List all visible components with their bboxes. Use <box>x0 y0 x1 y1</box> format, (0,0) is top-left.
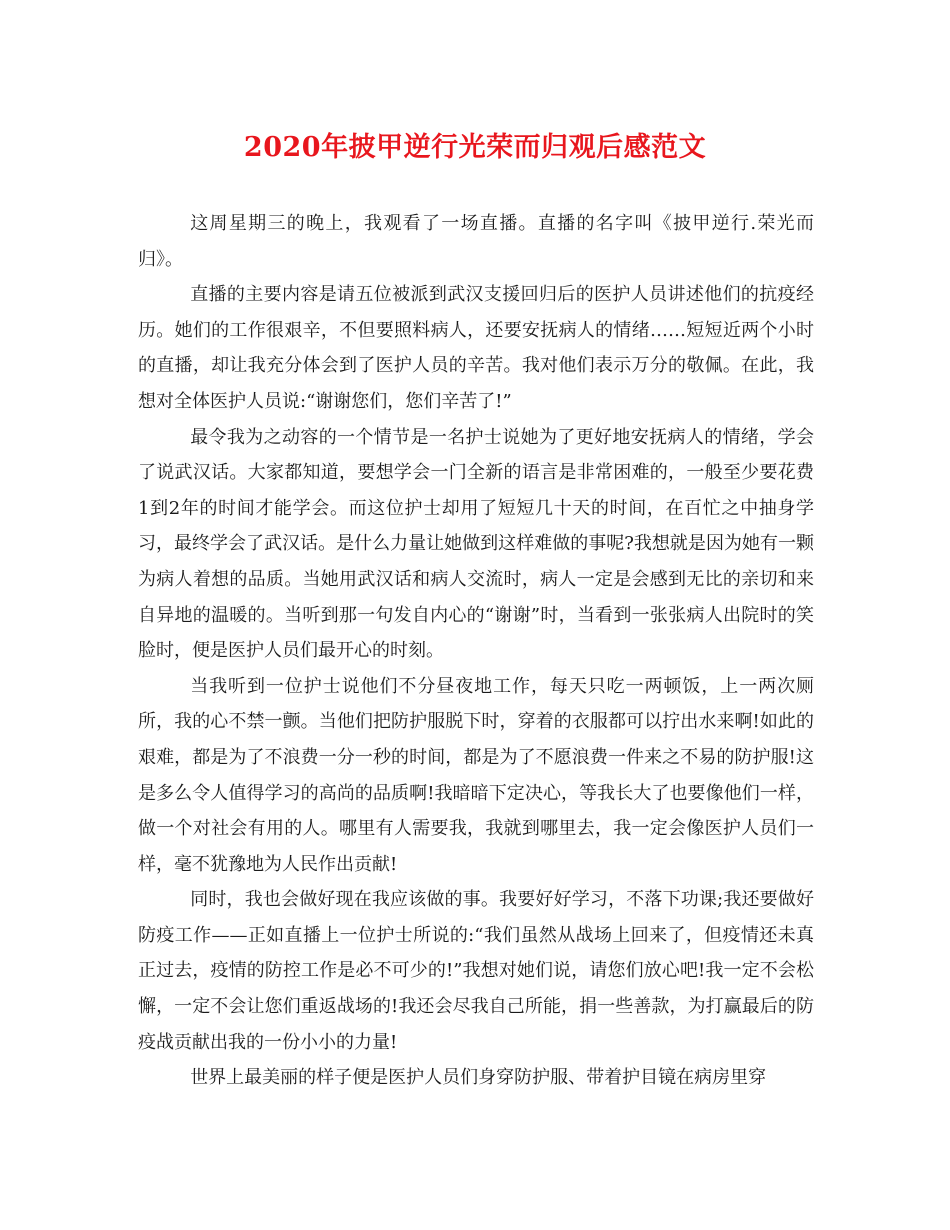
paragraph-1: 这周星期三的晚上，我观看了一场直播。直播的名字叫《披甲逆行.荣光而归》。 <box>138 213 814 270</box>
paragraph-3: 最令我为之动容的一个情节是一名护士说她为了更好地安抚病人的情绪，学会了说武汉话。大家都知道，要想学会一门全新的语言是非常困难的，一般至少要花费1到2年的时间才能学会。而这位护士却用了短短几十天的时间，在百忙之中抽身学习，最终学会了武汉话。是什么力量让她做到这样难做的事呢?我想就是因为她有一颗为病人着想的品质。当她用武汉话和病人交流时，病人一定是会感到无比的亲切和来自异地的温暖的。当听到那一句发自内心的“谢谢”时，当看到一张张病人出院时的笑脸时，便是医护人员们最开心的时刻。 <box>138 426 814 662</box>
paragraph-2: 直播的主要内容是请五位被派到武汉支援回归后的医护人员讲述他们的抗疫经历。她们的工作很艰辛，不但要照料病人，还要安抚病人的情绪……短短近两个小时的直播，却让我充分体会到了医护人员的辛苦。我对他们表示万分的敬佩。在此，我想对全体医护人员说:“谢谢您们，您们辛苦了!” <box>138 284 814 412</box>
document-body <box>138 206 814 1096</box>
paragraph-4: 当我听到一位护士说他们不分昼夜地工作，每天只吃一两顿饭，上一两次厕所，我的心不禁一颤。当他们把防护服脱下时，穿着的衣服都可以拧出水来啊!如此的艰难，都是为了不浪费一分一秒的时间，都是为了不愿浪费一件来之不易的防护服!这是多么令人值得学习的高尚的品质啊!我暗暗下定决心，等我长大了也要像他们一样，做一个对社会有用的人。哪里有人需要我，我就到哪里去，我一定会像医护人员们一样，毫不犹豫地为人民作出贡献! <box>138 675 814 875</box>
paragraph-6: 世界上最美丽的样子便是医护人员们身穿防护服、带着护目镜在病房里穿 <box>190 1067 767 1089</box>
document-title: 2020年披甲逆行光荣而归观后感范文 <box>243 132 707 163</box>
paragraph-5: 同时，我也会做好现在我应该做的事。我要好好学习，不落下功课;我还要做好防疫工作——正如直播上一位护士所说的:“我们虽然从战场上回来了，但疫情还未真正过去，疫情的防控工作是必不可少的!”我想对她们说，请您们放心吧!我一定不会松懈，一定不会让您们重返战场的!我还会尽我自己所能，捐一些善款，为打赢最后的防疫战贡献出我的一份小小的力量! <box>138 889 814 1053</box>
